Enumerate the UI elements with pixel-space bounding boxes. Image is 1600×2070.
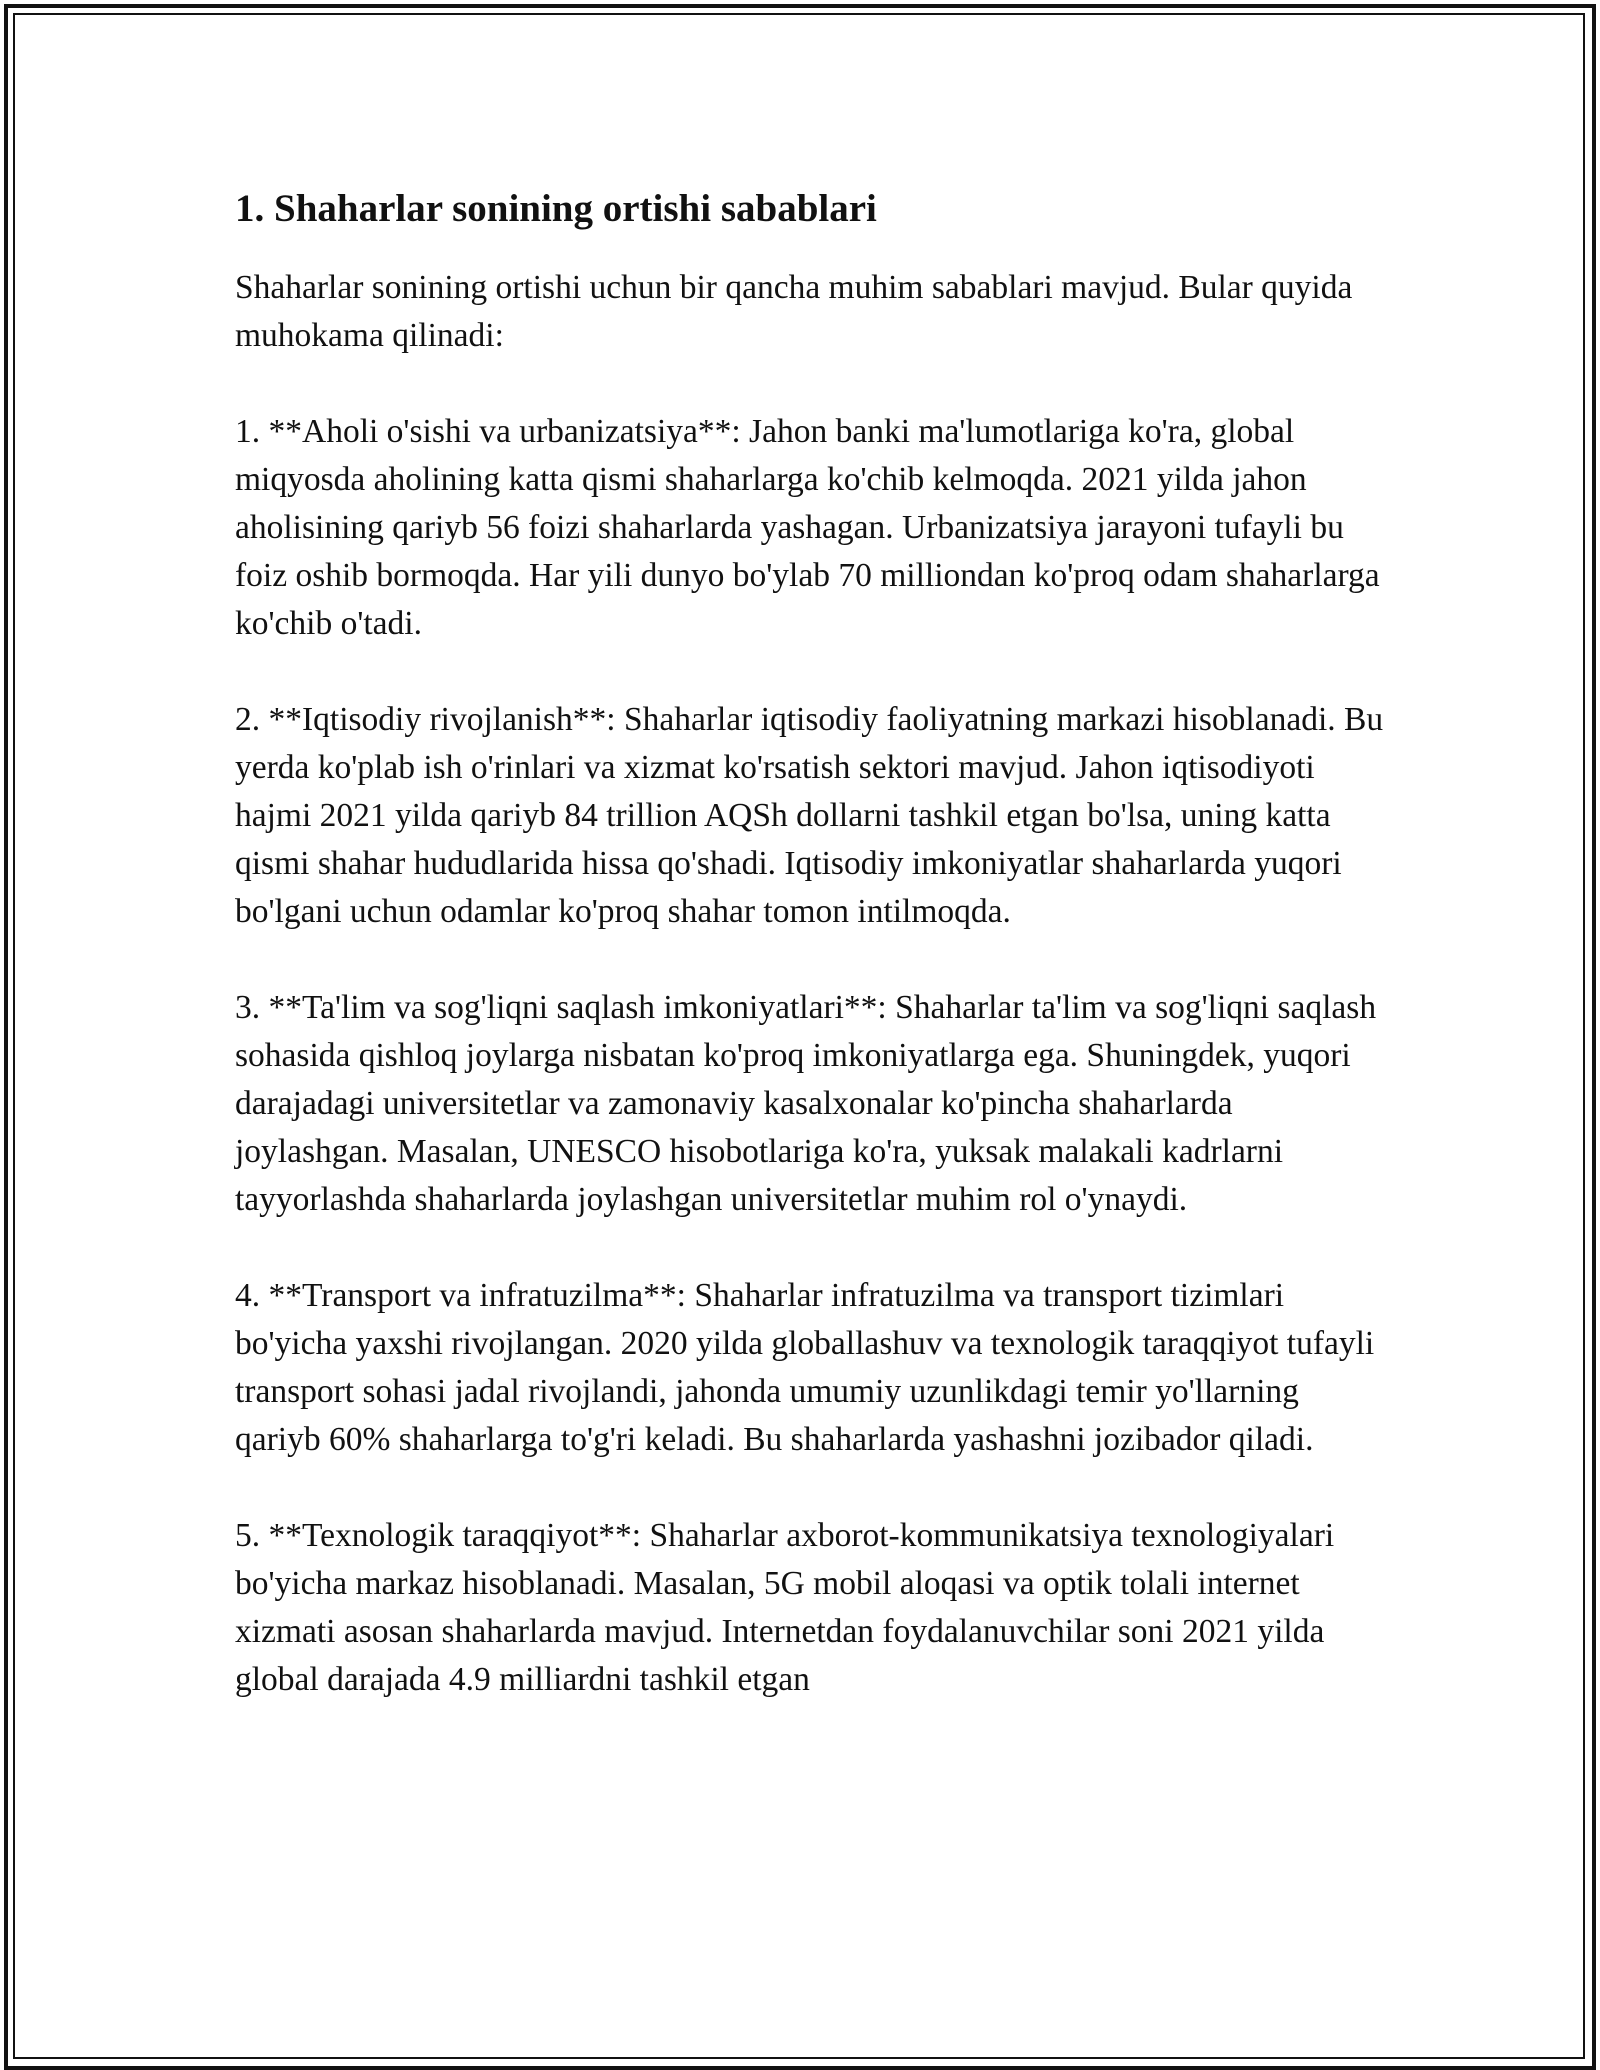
section-heading: 1. Shaharlar sonining ortishi sabablari — [235, 187, 877, 230]
reason-paragraph-1: 1. **Aholi o'sishi va urbanizatsiya**: Jahon banki ma'lumotlariga ko'ra, global miqyosda aholining katta qismi shaharlarga ko'chib kelmoqda. 2021 yilda jahon aholisining qariyb 56 foizi shaharlarda yashagan. Urbanizatsiya jarayoni tufayli bu foiz oshib bormoqda. Har yili dunyo bo'ylab 70 milliondan ko'proq odam shaharlarga ko'chib o'tadi. — [235, 412, 1380, 642]
reason-paragraph-2: 2. **Iqtisodiy rivojlanish**: Shaharlar iqtisodiy faoliyatning markazi hisoblanadi. Bu yerda ko'plab ish o'rinlari va xizmat ko'rsatish sektori mavjud. Jahon iqtisodiyoti hajmi 2021 yilda qariyb 84 trillion AQSh dollarni tashkil etgan bo'lsa, uning katta qismi shahar hududlarida hissa qo'shadi. Iqtisodiy imkoniyatlar shaharlarda yuqori bo'lgani uchun odamlar ko'proq shahar tomon intilmoqda. — [235, 700, 1384, 930]
reason-paragraph-5: 5. **Texnologik taraqqiyot**: Shaharlar axborot-kommunikatsiya texnologiyalari bo'yicha markaz hisoblanadi. Masalan, 5G mobil aloqasi va optik tolali internet xizmati asosan shaharlarda mavjud. Internetdan foydalanuvchilar soni 2021 yilda global darajada 4.9 milliardni tashkil etgan — [235, 1516, 1335, 1698]
reason-paragraph-4: 4. **Transport va infratuzilma**: Shaharlar infratuzilma va transport tizimlari bo'yicha yaxshi rivojlangan. 2020 yilda globallashuv va texnologik taraqqiyot tufayli transport sohasi jadal rivojlandi, jahonda umumiy uzunlikdagi temir yo'llarning qariyb 60% shaharlarga to'g'ri keladi. Bu shaharlarda yashashni jozibador qiladi. — [235, 1276, 1375, 1458]
document-body — [235, 185, 1385, 1752]
reason-paragraph-3: 3. **Ta'lim va sog'liqni saqlash imkoniyatlari**: Shaharlar ta'lim va sog'liqni saqlash sohasida qishloq joylarga nisbatan ko'proq imkoniyatlarga ega. Shuningdek, yuqori darajadagi universitetlar va zamonaviy kasalxonalar ko'pincha shaharlarda joylashgan. Masalan, UNESCO hisobotlariga ko'ra, yuksak malakali kadrlarni tayyorlashda shaharlarda joylashgan universitetlar muhim rol o'ynaydi. — [235, 988, 1377, 1218]
intro-paragraph: Shaharlar sonining ortishi uchun bir qancha muhim sabablari mavjud. Bular quyida muhokama qilinadi: — [235, 268, 1353, 354]
